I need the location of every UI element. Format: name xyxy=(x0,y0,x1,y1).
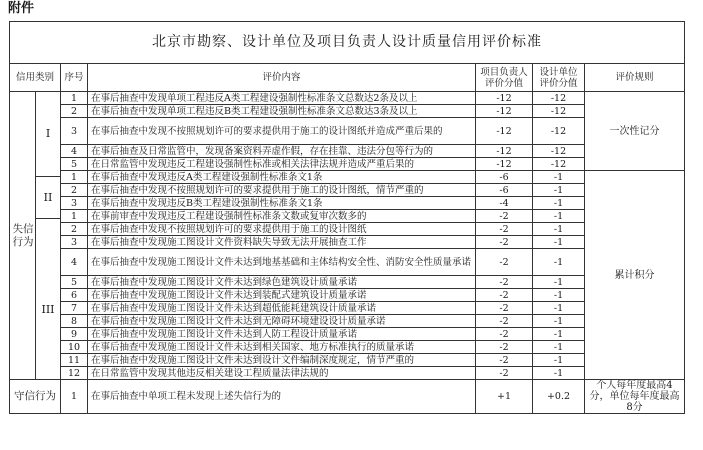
row-unit-score: -1 xyxy=(533,354,585,367)
row-seq: 9 xyxy=(61,328,88,341)
table-row xyxy=(10,105,685,118)
header-content: 评价内容 xyxy=(88,64,476,92)
row-seq: 1 xyxy=(61,210,88,223)
row-unit-score: -1 xyxy=(533,184,585,197)
row-unit-score: -1 xyxy=(533,171,585,184)
row-seq: 5 xyxy=(61,158,88,171)
row-unit-score: -12 xyxy=(533,92,585,105)
row-person-score: -4 xyxy=(476,197,533,210)
row-content: 在事后抽查中发现施工图设计文件未达到地基基础和主体结构安全性、消防安全性质量承诺 xyxy=(88,249,476,276)
row-content: 在事后抽查中发现施工图设计文件资料缺失导致无法开展抽查工作 xyxy=(88,236,476,249)
row-person-score: -2 xyxy=(476,328,533,341)
row-unit-score: -1 xyxy=(533,276,585,289)
row-content: 在事后抽查中发现单项工程违反B类工程建设强制性标准条文总数达3条及以上 xyxy=(88,105,476,118)
table-row xyxy=(10,289,685,302)
row-person-score: -6 xyxy=(476,171,533,184)
subgroup-3: III xyxy=(36,218,60,380)
row-content: 在事后抽查中单项工程未发现上述失信行为的 xyxy=(88,380,476,414)
row-seq: 4 xyxy=(61,145,88,158)
row-person-score: -12 xyxy=(476,118,533,145)
row-seq: 2 xyxy=(61,105,88,118)
row-person-score: -2 xyxy=(476,276,533,289)
table-row xyxy=(10,315,685,328)
row-content: 在事后抽查中发现施工图设计文件未达到相关国家、地方标准执行的质量承诺 xyxy=(88,341,476,354)
table-row xyxy=(10,354,685,367)
row-seq: 5 xyxy=(61,276,88,289)
row-unit-score: -12 xyxy=(533,118,585,145)
credit-evaluation-table xyxy=(9,21,685,414)
row-seq: 1 xyxy=(61,380,88,414)
category-dishonest-label: 失信行为 xyxy=(12,222,34,248)
header-rule: 评价规则 xyxy=(585,64,685,92)
row-unit-score: -12 xyxy=(533,105,585,118)
row-unit-score: -1 xyxy=(533,328,585,341)
row-content: 在事前审查中发现违反工程建设强制性标准条文数或复审次数多的 xyxy=(88,210,476,223)
category-dishonest xyxy=(10,92,61,380)
table-row xyxy=(10,223,685,236)
row-person-score: -2 xyxy=(476,210,533,223)
table-row xyxy=(10,158,685,171)
table-row xyxy=(10,249,685,276)
row-content: 在事后抽查中发现施工图设计文件未达到超低能耗建筑设计质量承诺 xyxy=(88,302,476,315)
header-unit-score: 设计单位评价分值 xyxy=(533,64,585,92)
row-content: 在事后抽查中发现施工图设计文件未达到绿色建筑设计质量承诺 xyxy=(88,276,476,289)
row-unit-score: -1 xyxy=(533,302,585,315)
table-row xyxy=(10,145,685,158)
header-seq: 序号 xyxy=(61,64,88,92)
subgroup-1: I xyxy=(45,127,51,140)
row-content: 在事后抽查中发现单项工程违反A类工程建设强制性标准条文总数达2条及以上 xyxy=(88,92,476,105)
table-row xyxy=(10,328,685,341)
rule-cumulative: 累计积分 xyxy=(585,171,685,380)
row-seq: 8 xyxy=(61,315,88,328)
row-person-score: -2 xyxy=(476,341,533,354)
table-row xyxy=(10,367,685,380)
table-row xyxy=(10,184,685,197)
row-unit-score: -1 xyxy=(533,289,585,302)
row-person-score: -2 xyxy=(476,289,533,302)
table-row xyxy=(10,276,685,289)
row-seq: 3 xyxy=(61,118,88,145)
row-content: 在事后抽查中发现施工图设计文件未达到无障碍环境建设设计质量承诺 xyxy=(88,315,476,328)
row-content: 在日常监管中发现其他违反相关建设工程质量法律法规的 xyxy=(88,367,476,380)
table-title: 北京市勘察、设计单位及项目负责人设计质量信用评价标准 xyxy=(10,22,685,64)
title-row xyxy=(10,22,685,64)
row-unit-score: -12 xyxy=(533,145,585,158)
row-seq: 2 xyxy=(61,184,88,197)
row-person-score: -12 xyxy=(476,105,533,118)
row-person-score: -2 xyxy=(476,236,533,249)
row-content: 在事后抽查中发现施工图设计文件未达到装配式建筑设计质量承诺 xyxy=(88,289,476,302)
row-seq: 2 xyxy=(61,223,88,236)
header-row xyxy=(10,64,685,92)
row-person-score: +1 xyxy=(476,380,533,414)
category-honest: 守信行为 xyxy=(10,380,61,414)
row-person-score: -2 xyxy=(476,302,533,315)
row-unit-score: +0.2 xyxy=(533,380,585,414)
row-person-score: -6 xyxy=(476,184,533,197)
row-seq: 3 xyxy=(61,236,88,249)
row-unit-score: -12 xyxy=(533,158,585,171)
row-seq: 11 xyxy=(61,354,88,367)
row-content: 在事后抽查及日常监管中，发现备案资料弄虚作假，存在挂靠、违法分包等行为的 xyxy=(88,145,476,158)
row-content: 在日常监管中发现违反工程建设强制性标准或相关法律法规并造成严重后果的 xyxy=(88,158,476,171)
row-seq: 10 xyxy=(61,341,88,354)
row-unit-score: -1 xyxy=(533,249,585,276)
table-row xyxy=(10,118,685,145)
header-category: 信用类别 xyxy=(10,64,61,92)
row-content: 在事后抽查中发现施工图设计文件未达到人防工程设计质量承诺 xyxy=(88,328,476,341)
row-seq: 12 xyxy=(61,367,88,380)
row-content: 在事后抽查中发现不按照规划许可的要求提供用于施工的设计图纸 xyxy=(88,223,476,236)
row-person-score: -2 xyxy=(476,354,533,367)
row-unit-score: -1 xyxy=(533,367,585,380)
row-person-score: -12 xyxy=(476,158,533,171)
row-person-score: -12 xyxy=(476,92,533,105)
row-seq: 1 xyxy=(61,171,88,184)
row-unit-score: -1 xyxy=(533,223,585,236)
row-person-score: -2 xyxy=(476,367,533,380)
table-row xyxy=(10,171,685,184)
row-person-score: -12 xyxy=(476,145,533,158)
row-content: 在事后抽查中发现施工图设计文件未达到设计文件编制深度规定，情节严重的 xyxy=(88,354,476,367)
row-content: 在事后抽查中发现违反A类工程建设强制性标准条文1条 xyxy=(88,171,476,184)
row-person-score: -2 xyxy=(476,315,533,328)
row-unit-score: -1 xyxy=(533,341,585,354)
row-unit-score: -1 xyxy=(533,315,585,328)
table-row xyxy=(10,236,685,249)
table-row xyxy=(10,380,685,414)
rule-one-time: 一次性记分 xyxy=(585,92,685,171)
table-row xyxy=(10,341,685,354)
rule-honest-cap: 个人每年度最高4分，单位每年度最高8分 xyxy=(585,380,685,414)
row-content: 在事后抽查中发现不按照规划许可的要求提供用于施工的设计图纸，情节严重的 xyxy=(88,184,476,197)
row-unit-score: -1 xyxy=(533,197,585,210)
table-row xyxy=(10,92,685,105)
row-seq: 1 xyxy=(61,92,88,105)
row-person-score: -2 xyxy=(476,223,533,236)
row-content: 在事后抽查中发现违反B类工程建设强制性标准条文1条 xyxy=(88,197,476,210)
row-seq: 3 xyxy=(61,197,88,210)
row-unit-score: -1 xyxy=(533,236,585,249)
table-row xyxy=(10,210,685,223)
subgroup-2: II xyxy=(36,176,60,218)
attachment-label: 附件 xyxy=(8,1,35,16)
row-unit-score: -1 xyxy=(533,210,585,223)
row-content: 在事后抽查中发现不按照规划许可的要求提供用于施工的设计图纸并造成严重后果的 xyxy=(88,118,476,145)
row-seq: 7 xyxy=(61,302,88,315)
row-seq: 4 xyxy=(61,249,88,276)
row-person-score: -2 xyxy=(476,249,533,276)
header-person-score: 项目负责人评价分值 xyxy=(476,64,533,92)
table-row xyxy=(10,302,685,315)
row-seq: 6 xyxy=(61,289,88,302)
table-row xyxy=(10,197,685,210)
